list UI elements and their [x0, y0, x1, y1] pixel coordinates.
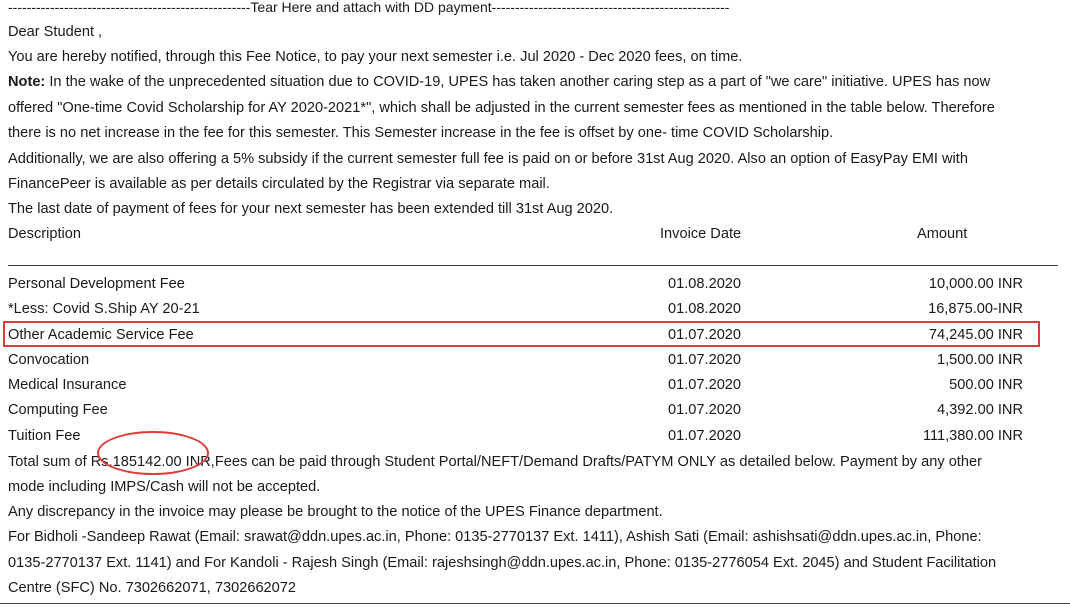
- contact-line-2: 0135-2770137 Ext. 1141) and For Kandoli - Rajesh Singh (Email: rajeshsingh@ddn.upes.ac.in, Phone: 0135-2776054 Ext. 2045) and Student Facilitation: [8, 555, 997, 571]
- header-invoice-date: Invoice Date: [660, 226, 742, 242]
- row-date: 01.07.2020: [668, 402, 742, 418]
- header-description: Description: [8, 226, 81, 242]
- row-amount: 500.00 INR: [949, 377, 1023, 393]
- row-description: *Less: Covid S.Ship AY 20-21: [8, 301, 200, 317]
- greeting: Dear Student ,: [8, 24, 103, 40]
- total-line-2: mode including IMPS/Cash will not be accepted.: [8, 479, 321, 495]
- row-amount: 4,392.00 INR: [937, 402, 1023, 418]
- row-amount: 16,875.00-INR: [928, 301, 1023, 317]
- contact-line-3: Centre (SFC) No. 7302662071, 7302662072: [8, 580, 297, 596]
- row-date: 01.07.2020: [668, 428, 742, 444]
- row-date: 01.07.2020: [668, 377, 742, 393]
- deadline-line: The last date of payment of fees for your next semester has been extended till 31st Aug 2020.: [8, 201, 614, 217]
- row-amount: 10,000.00 INR: [928, 276, 1023, 292]
- note-line-1: [8, 73, 990, 91]
- row-description: Other Academic Service Fee: [8, 327, 194, 343]
- table-header-rule: [8, 265, 1058, 266]
- row-description: Medical Insurance: [8, 377, 127, 393]
- row-description: Convocation: [8, 352, 90, 368]
- row-description: Computing Fee: [8, 402, 108, 418]
- row-date: 01.08.2020: [668, 301, 742, 317]
- row-amount: 1,500.00 INR: [937, 352, 1023, 368]
- row-date: 01.07.2020: [668, 352, 742, 368]
- tear-line: ----------------------------------------------------Tear Here and attach with DD payment---------------------------------------------------: [8, 0, 730, 15]
- row-date: 01.07.2020: [668, 327, 742, 343]
- subsidy-line-2: FinancePeer is available as per details circulated by the Registrar via separate mail.: [8, 176, 550, 192]
- note-text-1: In the wake of the unprecedented situation due to COVID-19, UPES has taken another caring step as a part of "we care" initiative. UPES has now: [45, 74, 991, 90]
- discrepancy-line: Any discrepancy in the invoice may please be brought to the notice of the UPES Finance department.: [8, 504, 663, 520]
- row-amount: 74,245.00 INR: [928, 327, 1023, 343]
- subsidy-line-1: Additionally, we are also offering a 5% subsidy if the current semester full fee is paid on or before 31st Aug 2020. Also an option of EasyPay EMI with: [8, 151, 968, 167]
- note-line-2: offered "One-time Covid Scholarship for AY 2020-2021*", which shall be adjusted in the current semester fees as mentioned in the table below. Therefore: [8, 100, 995, 116]
- note-line-3: there is no net increase in the fee for this semester. This Semester increase in the fee is offset by one- time COVID Scholarship.: [8, 125, 834, 141]
- highlight-circle-total: [97, 431, 209, 475]
- row-description: Tuition Fee: [8, 428, 81, 444]
- bottom-divider: [0, 603, 1070, 604]
- contact-line-1: For Bidholi -Sandeep Rawat (Email: srawat@ddn.upes.ac.in, Phone: 0135-2770137 Ext. 1411), Ashish Sati (Email: ashishsati@ddn.upes.ac.in, Phone:: [8, 529, 982, 545]
- highlight-box-academic-fee: [3, 321, 1040, 347]
- row-description: Personal Development Fee: [8, 276, 185, 292]
- notice-line: You are hereby notified, through this Fee Notice, to pay your next semester i.e. Jul 2020 - Dec 2020 fees, on time.: [8, 49, 743, 65]
- row-amount: 111,380.00 INR: [922, 428, 1023, 444]
- note-label: Note:: [8, 74, 46, 90]
- total-line-1: Total sum of Rs.185142.00 INR,Fees can be paid through Student Portal/NEFT/Demand Drafts/PATYM ONLY as detailed below. Payment by any other: [8, 454, 982, 470]
- row-date: 01.08.2020: [668, 276, 742, 292]
- header-amount: Amount: [917, 226, 968, 242]
